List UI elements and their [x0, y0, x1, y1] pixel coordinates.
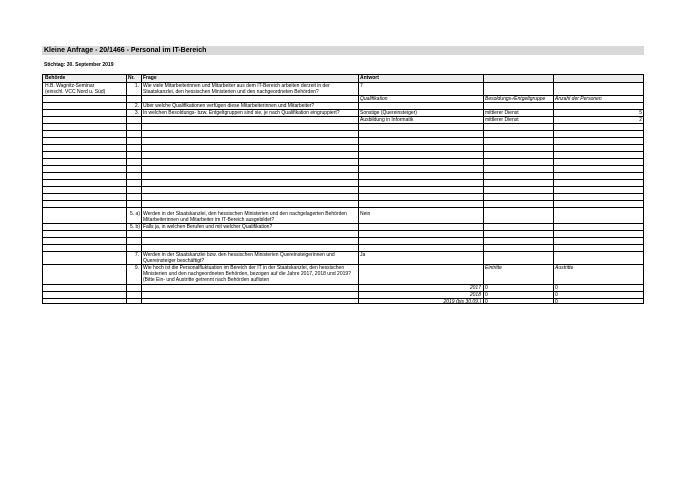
- qualifikation-value: Sonstige (Quereinsteiger): [360, 110, 417, 116]
- row-divider: [43, 172, 643, 173]
- row-divider: [43, 291, 643, 292]
- question-number: 5. b): [129, 224, 140, 230]
- row-divider: [43, 179, 643, 180]
- austritte-value: 0: [555, 285, 558, 291]
- answer-value: Nein: [360, 211, 371, 217]
- behoerde-name: H.B. Wagnitz-Seminar: [45, 83, 95, 89]
- question-number: 2.: [134, 103, 139, 109]
- year-label: 2017: [469, 285, 481, 291]
- eintritte-value: 0: [485, 285, 488, 291]
- question-text: (Bitte Ein- und Austritte getrennt nach Behörden auflisten: [143, 277, 270, 283]
- document-title: Kleine Anfrage - 20/1466 - Personal im IT-Bereich: [44, 47, 207, 54]
- question-number: 1.: [134, 83, 139, 89]
- row-divider: [43, 158, 643, 159]
- row-divider: [43, 130, 643, 131]
- question-text: Über welche Qualifikationen verfügen diese Mitarbeiterinnen und Mitarbeiter?: [143, 103, 315, 109]
- besoldung-value: mittlerer Dienst: [485, 110, 519, 116]
- row-divider: [43, 186, 643, 187]
- subheader-qualifikation: Qualifikation: [360, 96, 388, 102]
- behoerde-name-suffix: (einschl. VCC Nord u. Süd): [45, 89, 106, 95]
- austritte-value: 0: [555, 299, 558, 305]
- answer-table: [42, 74, 644, 304]
- subheader-eintritte: Eintritte: [485, 265, 502, 271]
- row-divider: [43, 237, 643, 238]
- header-nr: Nr.: [128, 75, 135, 81]
- question-text: Quereinsteiger beschäftigt?: [143, 258, 205, 264]
- eintritte-value: 0: [485, 292, 488, 298]
- year-label: 2018: [469, 292, 481, 298]
- row-divider: [43, 230, 643, 231]
- row-divider: [43, 200, 643, 201]
- answer-value: 7: [360, 83, 363, 89]
- row-divider: [43, 244, 643, 245]
- row-divider: [43, 144, 643, 145]
- row-divider: [43, 151, 643, 152]
- header-antwort: Antwort: [360, 75, 379, 81]
- header-behoerde: Behörde: [45, 75, 66, 81]
- question-text: Falls ja, in welchen Berufen und mit welcher Qualifikation?: [143, 224, 273, 230]
- eintritte-value: 0: [485, 299, 488, 305]
- question-text: Ministerien und den nachgeordneten Behörden, bezogen auf die Jahre 2017, 2018 und 2019?: [143, 271, 351, 277]
- question-number: 9.: [134, 265, 139, 271]
- subheader-austritte: Austritte: [555, 265, 574, 271]
- question-text: Wie viele Mitarbeiterinnen und Mitarbeiter aus dem IT-Bereich arbeiten derzeit in der: [143, 83, 330, 89]
- question-text: Mitarbeiterinnen und Mitarbeiter im IT-Bereich ausgebildet?: [143, 217, 275, 223]
- question-text: Werden in der Staatskanzlei, den hessischen Ministerien und den nachgelagerten Behörden: [143, 211, 347, 217]
- question-number: 7.: [134, 252, 139, 258]
- question-number: 5. a): [129, 211, 140, 217]
- row-divider: [43, 284, 643, 285]
- subheader-anzahl: Anzahl der Personen: [555, 96, 602, 102]
- question-text: In welchen Besoldungs- bzw. Entgeltgruppen sind sie, je nach Qualifikation eingruppiert?: [143, 110, 340, 116]
- row-divider: [43, 95, 643, 96]
- row-divider: [43, 193, 643, 194]
- question-text: Wie hoch ist die Personalfluktuation im Bereich der IT in der Staatskanzlei, den hessischen: [143, 265, 345, 271]
- row-divider: [43, 298, 643, 299]
- besoldung-value: mittlerer Dienst: [485, 117, 519, 123]
- austritte-value: 0: [555, 292, 558, 298]
- year-label: 2019 (bis 30.09.): [443, 299, 481, 305]
- question-text: Werden in der Staatskanzlei bzw. den hessischen Ministerien Quereinsteigerinnen und: [143, 252, 335, 258]
- stichtag-date: Stichtag: 30. September 2019: [44, 62, 114, 68]
- row-divider: [43, 123, 643, 124]
- row-divider: [43, 207, 643, 208]
- question-number: 3.: [134, 110, 139, 116]
- qualifikation-value: Ausbildung in Informatik: [360, 117, 414, 123]
- subheader-besoldung: Besoldungs-/Entgeltgruppe: [485, 96, 546, 102]
- row-divider: [43, 116, 643, 117]
- header-frage: Frage: [143, 75, 157, 81]
- row-divider: [43, 165, 643, 166]
- row-divider: [43, 137, 643, 138]
- answer-value: Ja: [360, 252, 366, 258]
- anzahl-value: 5: [639, 110, 642, 116]
- anzahl-value: 2: [639, 117, 642, 123]
- question-text: Staatskanzlei, den hessischen Ministerien und den nachgeordneten Behörden?: [143, 89, 319, 95]
